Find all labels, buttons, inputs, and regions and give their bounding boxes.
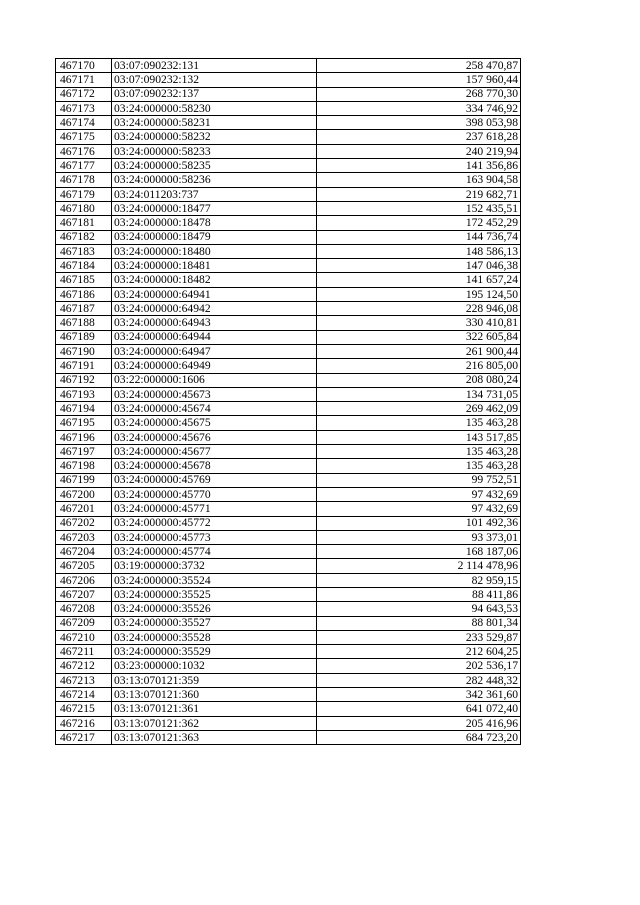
table-row — [56, 387, 521, 401]
amount-cell: 144 736,74 — [317, 230, 521, 244]
cadastral-number-cell: 03:24:000000:18477 — [112, 201, 317, 215]
table-row — [56, 130, 521, 144]
table-row — [56, 116, 521, 130]
cadastral-number-cell: 03:13:070121:362 — [112, 716, 317, 730]
table-row — [56, 430, 521, 444]
amount-cell: 134 731,05 — [317, 387, 521, 401]
cadastral-number-cell: 03:24:000000:45769 — [112, 473, 317, 487]
cadastral-number-cell: 03:13:070121:363 — [112, 730, 317, 744]
cadastral-number-cell: 03:24:000000:58233 — [112, 144, 317, 158]
cadastral-number-cell: 03:24:000000:45676 — [112, 430, 317, 444]
amount-cell: 157 960,44 — [317, 73, 521, 87]
table-row — [56, 573, 521, 587]
table-row — [56, 373, 521, 387]
cadastral-number-cell: 03:24:000000:45677 — [112, 445, 317, 459]
table-row — [56, 487, 521, 501]
row-number-cell: 467177 — [56, 159, 112, 173]
row-number-cell: 467171 — [56, 73, 112, 87]
amount-cell: 268 770,30 — [317, 87, 521, 101]
amount-cell: 282 448,32 — [317, 673, 521, 687]
table-row — [56, 259, 521, 273]
amount-cell: 261 900,44 — [317, 344, 521, 358]
cadastral-number-cell: 03:24:000000:35525 — [112, 587, 317, 601]
cadastral-number-cell: 03:13:070121:361 — [112, 702, 317, 716]
table-row — [56, 602, 521, 616]
table-row — [56, 673, 521, 687]
amount-cell: 141 356,86 — [317, 159, 521, 173]
cadastral-number-cell: 03:24:000000:35527 — [112, 616, 317, 630]
amount-cell: 240 219,94 — [317, 144, 521, 158]
row-number-cell: 467185 — [56, 273, 112, 287]
cadastral-number-cell: 03:24:011203:737 — [112, 187, 317, 201]
row-number-cell: 467176 — [56, 144, 112, 158]
amount-cell: 208 080,24 — [317, 373, 521, 387]
amount-cell: 2 114 478,96 — [317, 559, 521, 573]
cadastral-number-cell: 03:24:000000:64942 — [112, 302, 317, 316]
table-row — [56, 87, 521, 101]
amount-cell: 82 959,15 — [317, 573, 521, 587]
amount-cell: 322 605,84 — [317, 330, 521, 344]
row-number-cell: 467196 — [56, 430, 112, 444]
table-row — [56, 559, 521, 573]
row-number-cell: 467202 — [56, 516, 112, 530]
table-row — [56, 530, 521, 544]
row-number-cell: 467191 — [56, 359, 112, 373]
table-row — [56, 73, 521, 87]
amount-cell: 135 463,28 — [317, 445, 521, 459]
row-number-cell: 467182 — [56, 230, 112, 244]
cadastral-number-cell: 03:13:070121:359 — [112, 673, 317, 687]
cadastral-number-cell: 03:24:000000:18478 — [112, 216, 317, 230]
cadastral-number-cell: 03:24:000000:58231 — [112, 116, 317, 130]
cadastral-number-cell: 03:07:090232:131 — [112, 59, 317, 73]
table-row — [56, 645, 521, 659]
cadastral-number-cell: 03:19:000000:3732 — [112, 559, 317, 573]
row-number-cell: 467199 — [56, 473, 112, 487]
row-number-cell: 467178 — [56, 173, 112, 187]
cadastral-number-cell: 03:24:000000:64943 — [112, 316, 317, 330]
row-number-cell: 467212 — [56, 659, 112, 673]
cadastral-number-cell: 03:24:000000:35529 — [112, 645, 317, 659]
cadastral-number-cell: 03:24:000000:58230 — [112, 101, 317, 115]
amount-cell: 141 657,24 — [317, 273, 521, 287]
amount-cell: 233 529,87 — [317, 630, 521, 644]
table-row — [56, 59, 521, 73]
row-number-cell: 467170 — [56, 59, 112, 73]
row-number-cell: 467208 — [56, 602, 112, 616]
cadastral-number-cell: 03:24:000000:58235 — [112, 159, 317, 173]
table-row — [56, 473, 521, 487]
table-row — [56, 101, 521, 115]
row-number-cell: 467187 — [56, 302, 112, 316]
cadastral-number-cell: 03:24:000000:45773 — [112, 530, 317, 544]
row-number-cell: 467211 — [56, 645, 112, 659]
amount-cell: 330 410,81 — [317, 316, 521, 330]
amount-cell: 152 435,51 — [317, 201, 521, 215]
amount-cell: 641 072,40 — [317, 702, 521, 716]
amount-cell: 135 463,28 — [317, 459, 521, 473]
cadastral-number-cell: 03:07:090232:137 — [112, 87, 317, 101]
amount-cell: 202 536,17 — [317, 659, 521, 673]
amount-cell: 97 432,69 — [317, 487, 521, 501]
table-row — [56, 659, 521, 673]
table-row — [56, 630, 521, 644]
cadastral-number-cell: 03:13:070121:360 — [112, 688, 317, 702]
row-number-cell: 467205 — [56, 559, 112, 573]
row-number-cell: 467181 — [56, 216, 112, 230]
cadastral-number-cell: 03:24:000000:45771 — [112, 502, 317, 516]
amount-cell: 172 452,29 — [317, 216, 521, 230]
cadastral-number-cell: 03:24:000000:45673 — [112, 387, 317, 401]
amount-cell: 269 462,09 — [317, 402, 521, 416]
row-number-cell: 467217 — [56, 730, 112, 744]
table-row — [56, 416, 521, 430]
table-row — [56, 216, 521, 230]
cadastral-number-cell: 03:24:000000:45675 — [112, 416, 317, 430]
row-number-cell: 467192 — [56, 373, 112, 387]
amount-cell: 334 746,92 — [317, 101, 521, 115]
cadastral-number-cell: 03:24:000000:35528 — [112, 630, 317, 644]
row-number-cell: 467179 — [56, 187, 112, 201]
table-row — [56, 459, 521, 473]
row-number-cell: 467203 — [56, 530, 112, 544]
amount-cell: 219 682,71 — [317, 187, 521, 201]
row-number-cell: 467174 — [56, 116, 112, 130]
amount-cell: 168 187,06 — [317, 545, 521, 559]
table-row — [56, 587, 521, 601]
row-number-cell: 467194 — [56, 402, 112, 416]
table-row — [56, 402, 521, 416]
row-number-cell: 467206 — [56, 573, 112, 587]
row-number-cell: 467180 — [56, 201, 112, 215]
row-number-cell: 467197 — [56, 445, 112, 459]
amount-cell: 94 643,53 — [317, 602, 521, 616]
table-row — [56, 201, 521, 215]
table-row — [56, 445, 521, 459]
data-table — [55, 58, 521, 745]
table-row — [56, 144, 521, 158]
table-row — [56, 730, 521, 744]
amount-cell: 135 463,28 — [317, 416, 521, 430]
row-number-cell: 467215 — [56, 702, 112, 716]
amount-cell: 88 411,86 — [317, 587, 521, 601]
table-row — [56, 244, 521, 258]
cadastral-number-cell: 03:24:000000:45678 — [112, 459, 317, 473]
amount-cell: 258 470,87 — [317, 59, 521, 73]
amount-cell: 398 053,98 — [317, 116, 521, 130]
cadastral-number-cell: 03:24:000000:45674 — [112, 402, 317, 416]
amount-cell: 93 373,01 — [317, 530, 521, 544]
cadastral-number-cell: 03:24:000000:18479 — [112, 230, 317, 244]
table-row — [56, 159, 521, 173]
amount-cell: 147 046,38 — [317, 259, 521, 273]
cadastral-number-cell: 03:24:000000:35524 — [112, 573, 317, 587]
row-number-cell: 467204 — [56, 545, 112, 559]
table-row — [56, 287, 521, 301]
amount-cell: 97 432,69 — [317, 502, 521, 516]
amount-cell: 228 946,08 — [317, 302, 521, 316]
cadastral-number-cell: 03:24:000000:35526 — [112, 602, 317, 616]
amount-cell: 684 723,20 — [317, 730, 521, 744]
cadastral-number-cell: 03:24:000000:64949 — [112, 359, 317, 373]
row-number-cell: 467183 — [56, 244, 112, 258]
row-number-cell: 467184 — [56, 259, 112, 273]
row-number-cell: 467175 — [56, 130, 112, 144]
cadastral-number-cell: 03:24:000000:18482 — [112, 273, 317, 287]
amount-cell: 237 618,28 — [317, 130, 521, 144]
cadastral-number-cell: 03:23:000000:1032 — [112, 659, 317, 673]
table-row — [56, 516, 521, 530]
row-number-cell: 467189 — [56, 330, 112, 344]
amount-cell: 148 586,13 — [317, 244, 521, 258]
row-number-cell: 467213 — [56, 673, 112, 687]
row-number-cell: 467201 — [56, 502, 112, 516]
cadastral-number-cell: 03:24:000000:64944 — [112, 330, 317, 344]
table-row — [56, 502, 521, 516]
amount-cell: 216 805,00 — [317, 359, 521, 373]
row-number-cell: 467209 — [56, 616, 112, 630]
cadastral-number-cell: 03:24:000000:64941 — [112, 287, 317, 301]
cadastral-number-cell: 03:07:090232:132 — [112, 73, 317, 87]
row-number-cell: 467190 — [56, 344, 112, 358]
table-row — [56, 273, 521, 287]
cadastral-number-cell: 03:22:000000:1606 — [112, 373, 317, 387]
amount-cell: 205 416,96 — [317, 716, 521, 730]
amount-cell: 99 752,51 — [317, 473, 521, 487]
amount-cell: 163 904,58 — [317, 173, 521, 187]
table-row — [56, 688, 521, 702]
row-number-cell: 467207 — [56, 587, 112, 601]
row-number-cell: 467172 — [56, 87, 112, 101]
cadastral-number-cell: 03:24:000000:64947 — [112, 344, 317, 358]
table-row — [56, 330, 521, 344]
row-number-cell: 467193 — [56, 387, 112, 401]
cadastral-number-cell: 03:24:000000:58232 — [112, 130, 317, 144]
cadastral-number-cell: 03:24:000000:58236 — [112, 173, 317, 187]
row-number-cell: 467210 — [56, 630, 112, 644]
table-row — [56, 545, 521, 559]
row-number-cell: 467214 — [56, 688, 112, 702]
row-number-cell: 467173 — [56, 101, 112, 115]
row-number-cell: 467200 — [56, 487, 112, 501]
cadastral-number-cell: 03:24:000000:18481 — [112, 259, 317, 273]
table-row — [56, 616, 521, 630]
table-row — [56, 302, 521, 316]
amount-cell: 342 361,60 — [317, 688, 521, 702]
row-number-cell: 467216 — [56, 716, 112, 730]
table-row — [56, 230, 521, 244]
row-number-cell: 467195 — [56, 416, 112, 430]
table-row — [56, 716, 521, 730]
amount-cell: 212 604,25 — [317, 645, 521, 659]
row-number-cell: 467198 — [56, 459, 112, 473]
cadastral-number-cell: 03:24:000000:45770 — [112, 487, 317, 501]
cadastral-number-cell: 03:24:000000:45774 — [112, 545, 317, 559]
table-row — [56, 344, 521, 358]
table-body — [56, 59, 521, 745]
table-row — [56, 359, 521, 373]
table-row — [56, 702, 521, 716]
table-row — [56, 187, 521, 201]
amount-cell: 143 517,85 — [317, 430, 521, 444]
amount-cell: 101 492,36 — [317, 516, 521, 530]
row-number-cell: 467186 — [56, 287, 112, 301]
table-row — [56, 173, 521, 187]
row-number-cell: 467188 — [56, 316, 112, 330]
cadastral-number-cell: 03:24:000000:45772 — [112, 516, 317, 530]
table-row — [56, 316, 521, 330]
amount-cell: 88 801,34 — [317, 616, 521, 630]
cadastral-number-cell: 03:24:000000:18480 — [112, 244, 317, 258]
amount-cell: 195 124,50 — [317, 287, 521, 301]
